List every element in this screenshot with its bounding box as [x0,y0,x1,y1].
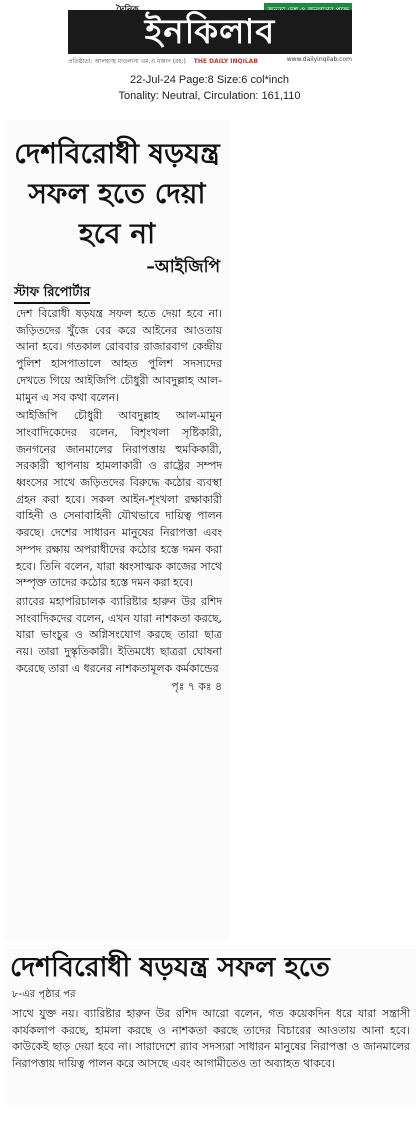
continuation-note: ৮-এর পৃষ্ঠার পর [12,989,76,1000]
continued-reference: পৃঃ ৭ কঃ ৪ [171,680,222,694]
article-byline: –আইজিপি [146,257,220,277]
article-paragraph: দেশ বিরোধী ষড়যন্ত্র সফল হতে দেয়া হবে না। জড়িতদের খুঁজে বের করে আইনের আওতায় আনা হবে। গতকাল রোববার রাজারবাগ কেন্দ্রীয় পুলিশ হাসপাতালে আহত পুলিশ সদস্যদের দেখতে গিয়ে আইজিপি চৌধুরী আবদুল্লাহ আল-মামুন এ সব কথা বলেন। [16,307,222,404]
article-body [16,306,222,696]
clipping-meta-tonality: Tonality: Neutral, Circulation: 161,110 [118,90,301,102]
continuation-headline: দেশবিরোধী ষড়যন্ত্র সফল হতে [10,952,330,983]
continuation-body: সাথে যুক্ত নয়। ব্যারিষ্টার হারুন উর রশিদ আরো বলেন, গত কয়েকদিন ধরে যারা সন্ত্রাসী কার্যকলাপ করছে, হামলা করছে ও নাশকতা করছে তাদের বিচারের আওতায় আনা হবে। কাউকেই ছাড় দেয়া হবে না। সারাদেশে র‍্যাব সদস্যরা সাধারন মানুষের নিরাপত্তা ও জানমালের নিরাপত্তায় দায়িত্ব পালন করে আসছে এবং আগামীতেও তা অব্যাহত থাকবে। [12,1007,410,1070]
masthead-website: www.dailyinqilab.com [286,56,352,63]
article-reporter: স্টাফ রিপোর্টার [14,284,90,304]
masthead-founder-line: প্রতিষ্ঠাতা: আলহাজ্ব মাওলানা এম.এ মান্নান (রহ:) [68,58,186,65]
masthead-english-name: THE DAILY INQILAB [193,58,258,65]
continuation-clipping [4,945,416,1105]
newspaper-masthead [68,2,352,74]
newspaper-logo-title: ইনকিলাব [68,10,352,54]
article-headline: দেশবিরোধী ষড়যন্ত্র সফল হতে দেয়া হবে না [14,137,220,250]
article-clipping [4,120,230,942]
article-paragraph: র‍্যাবের মহাপরিচালক ব্যারিষ্টার হারুন উর রশিদ সাংবাদিকদের বলেন, এখন যারা নাশকতা করছে, যারা ভাংচুর ও অগ্নিসংযোগ করছে তারা ছাত্র নয়। তারা দুস্কৃতিকারী। ইতিমধ্যে ছাত্ররা ঘোষনা করেছে তারা এ ধরনের নাশকতামূলক কর্মকান্ডের [16,594,222,675]
article-paragraph: আইজিপি চৌধুরী আবদুল্লাহ আল-মামুন সাংবাদিকেদের বলেন, বিশৃংখলা সৃষ্টিকারী, জনগনের জানমালের নিরাপত্তায় হুমকিকারী, সরকারী স্থাপনায় হামলাকারী ও রাষ্ট্রের সম্পদ ধ্বংসের সাথে জড়িতদের বিরুদ্ধে কঠোর ব্যবস্থা গ্রহন করা হবে। সকল আইন-শৃংখলা রক্ষাকারী বাহিনী ও সেনাবাহিনী যৌথভাবে দায়িত্ব পালন করছে। দেশের সাধারন মানুষের নিরাপত্তা এবং সম্পদ রক্ষায় অপরাধীদের কঠোর হস্তে দমন করা হবে। তিনি বলেন, যারা ধ্বংসাত্মক কাজের সাথে সম্পৃক্ত তাদের কঠোর হস্তে দমন করা হবে। [16,409,222,590]
masthead-strip [68,56,352,67]
clipping-meta-date-page: 22-Jul-24 Page:8 Size:6 col*inch [130,74,289,86]
